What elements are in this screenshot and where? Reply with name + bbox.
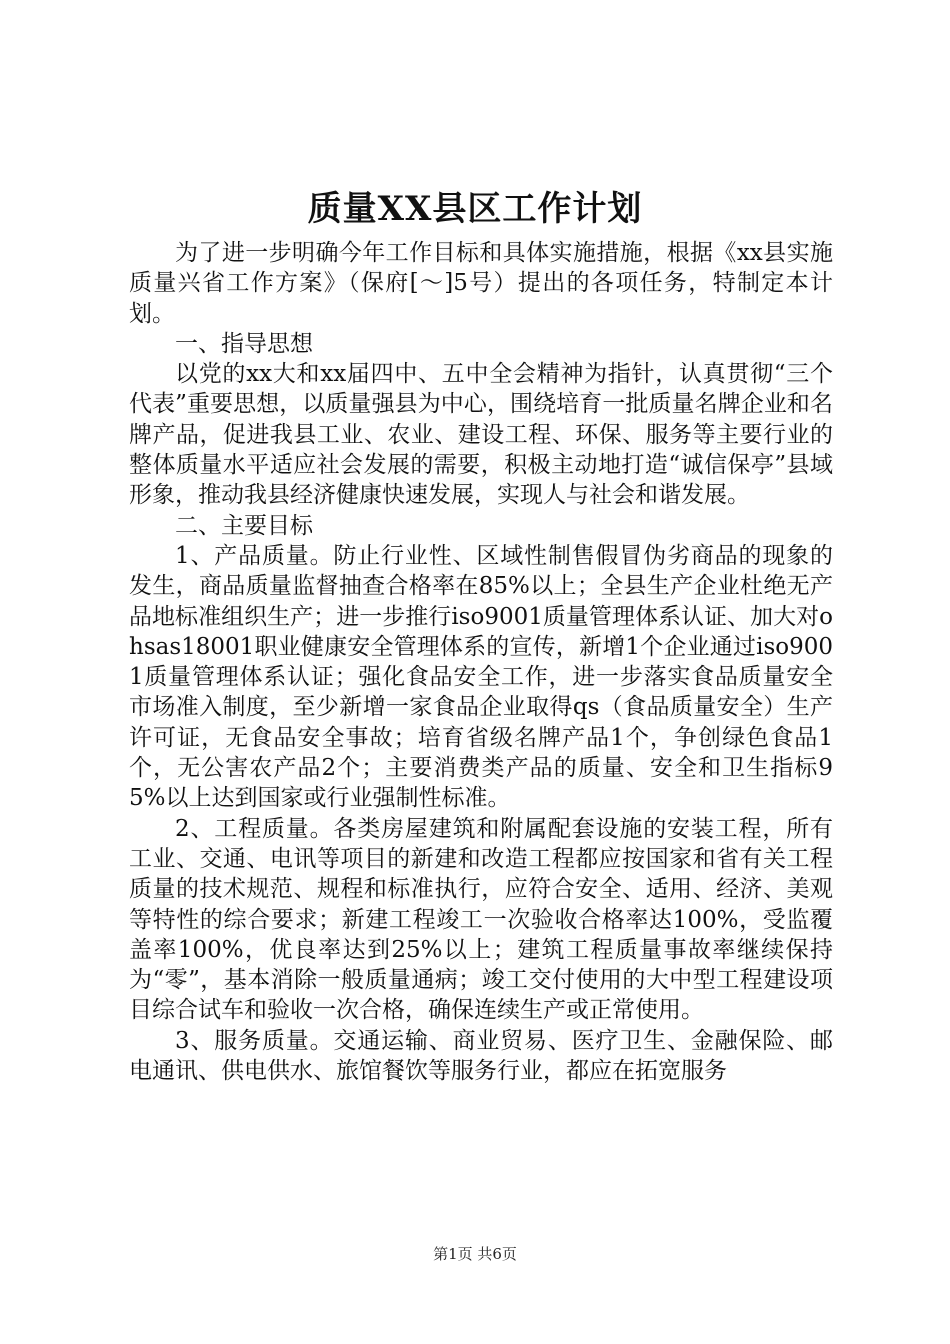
- service-quality-paragraph: 3、服务质量。交通运输、商业贸易、医疗卫生、金融保险、邮电通讯、供电供水、旅馆餐饮等服务行业，都应在拓宽服务: [129, 1027, 833, 1085]
- section-heading-main-goals: 二、主要目标: [175, 512, 313, 539]
- intro-paragraph: 为了进一步明确今年工作目标和具体实施措施，根据《xx县实施质量兴省工作方案》（保府[～]5号）提出的各项任务，特制定本计划。: [129, 240, 833, 327]
- document-body: [129, 238, 833, 1086]
- section-heading-guiding-ideology: 一、指导思想: [175, 330, 313, 357]
- product-quality-paragraph: 1、产品质量。防止行业性、区域性制售假冒伪劣商品的现象的发生，商品质量监督抽查合格率在85%以上；全县生产企业杜绝无产品地标准组织生产；进一步推行iso9001质量管理体系认证、加大对ohsas18001职业健康安全管理体系的宣传，新增1个企业通过iso9001质量管理体系认证；强化食品安全工作，进一步落实食品质量安全市场准入制度，至少新增一家食品企业取得qs（食品质量安全）生产许可证，无食品安全事故；培育省级名牌产品1个，争创绿色食品1个，无公害农产品2个；主要消费类产品的质量、安全和卫生指标95%以上达到国家或行业强制性标准。: [129, 542, 833, 812]
- engineering-quality-paragraph: 2、工程质量。各类房屋建筑和附属配套设施的安装工程，所有工业、交通、电讯等项目的新建和改造工程都应按国家和省有关工程质量的技术规范、规程和标准执行，应符合安全、适用、经济、美观等特性的综合要求；新建工程竣工一次验收合格率达100%，受监覆盖率100%，优良率达到25%以上；建筑工程质量事故率继续保持为“零”，基本消除一般质量通病；竣工交付使用的大中型工程建设项目综合试车和验收一次合格，确保连续生产或正常使用。: [129, 815, 833, 1024]
- document-title: 质量XX县区工作计划: [307, 189, 643, 229]
- guiding-ideology-paragraph: 以党的xx大和xx届四中、五中全会精神为指针，认真贯彻“三个代表”重要思想，以质量强县为中心，围绕培育一批质量名牌企业和名牌产品，促进我县工业、农业、建设工程、环保、服务等主要行业的整体质量水平适应社会发展的需要，积极主动地打造“诚信保亭”县域形象，推动我县经济健康快速发展，实现人与社会和谐发展。: [129, 361, 833, 509]
- page-number-footer: 第1页 共6页: [433, 1245, 517, 1263]
